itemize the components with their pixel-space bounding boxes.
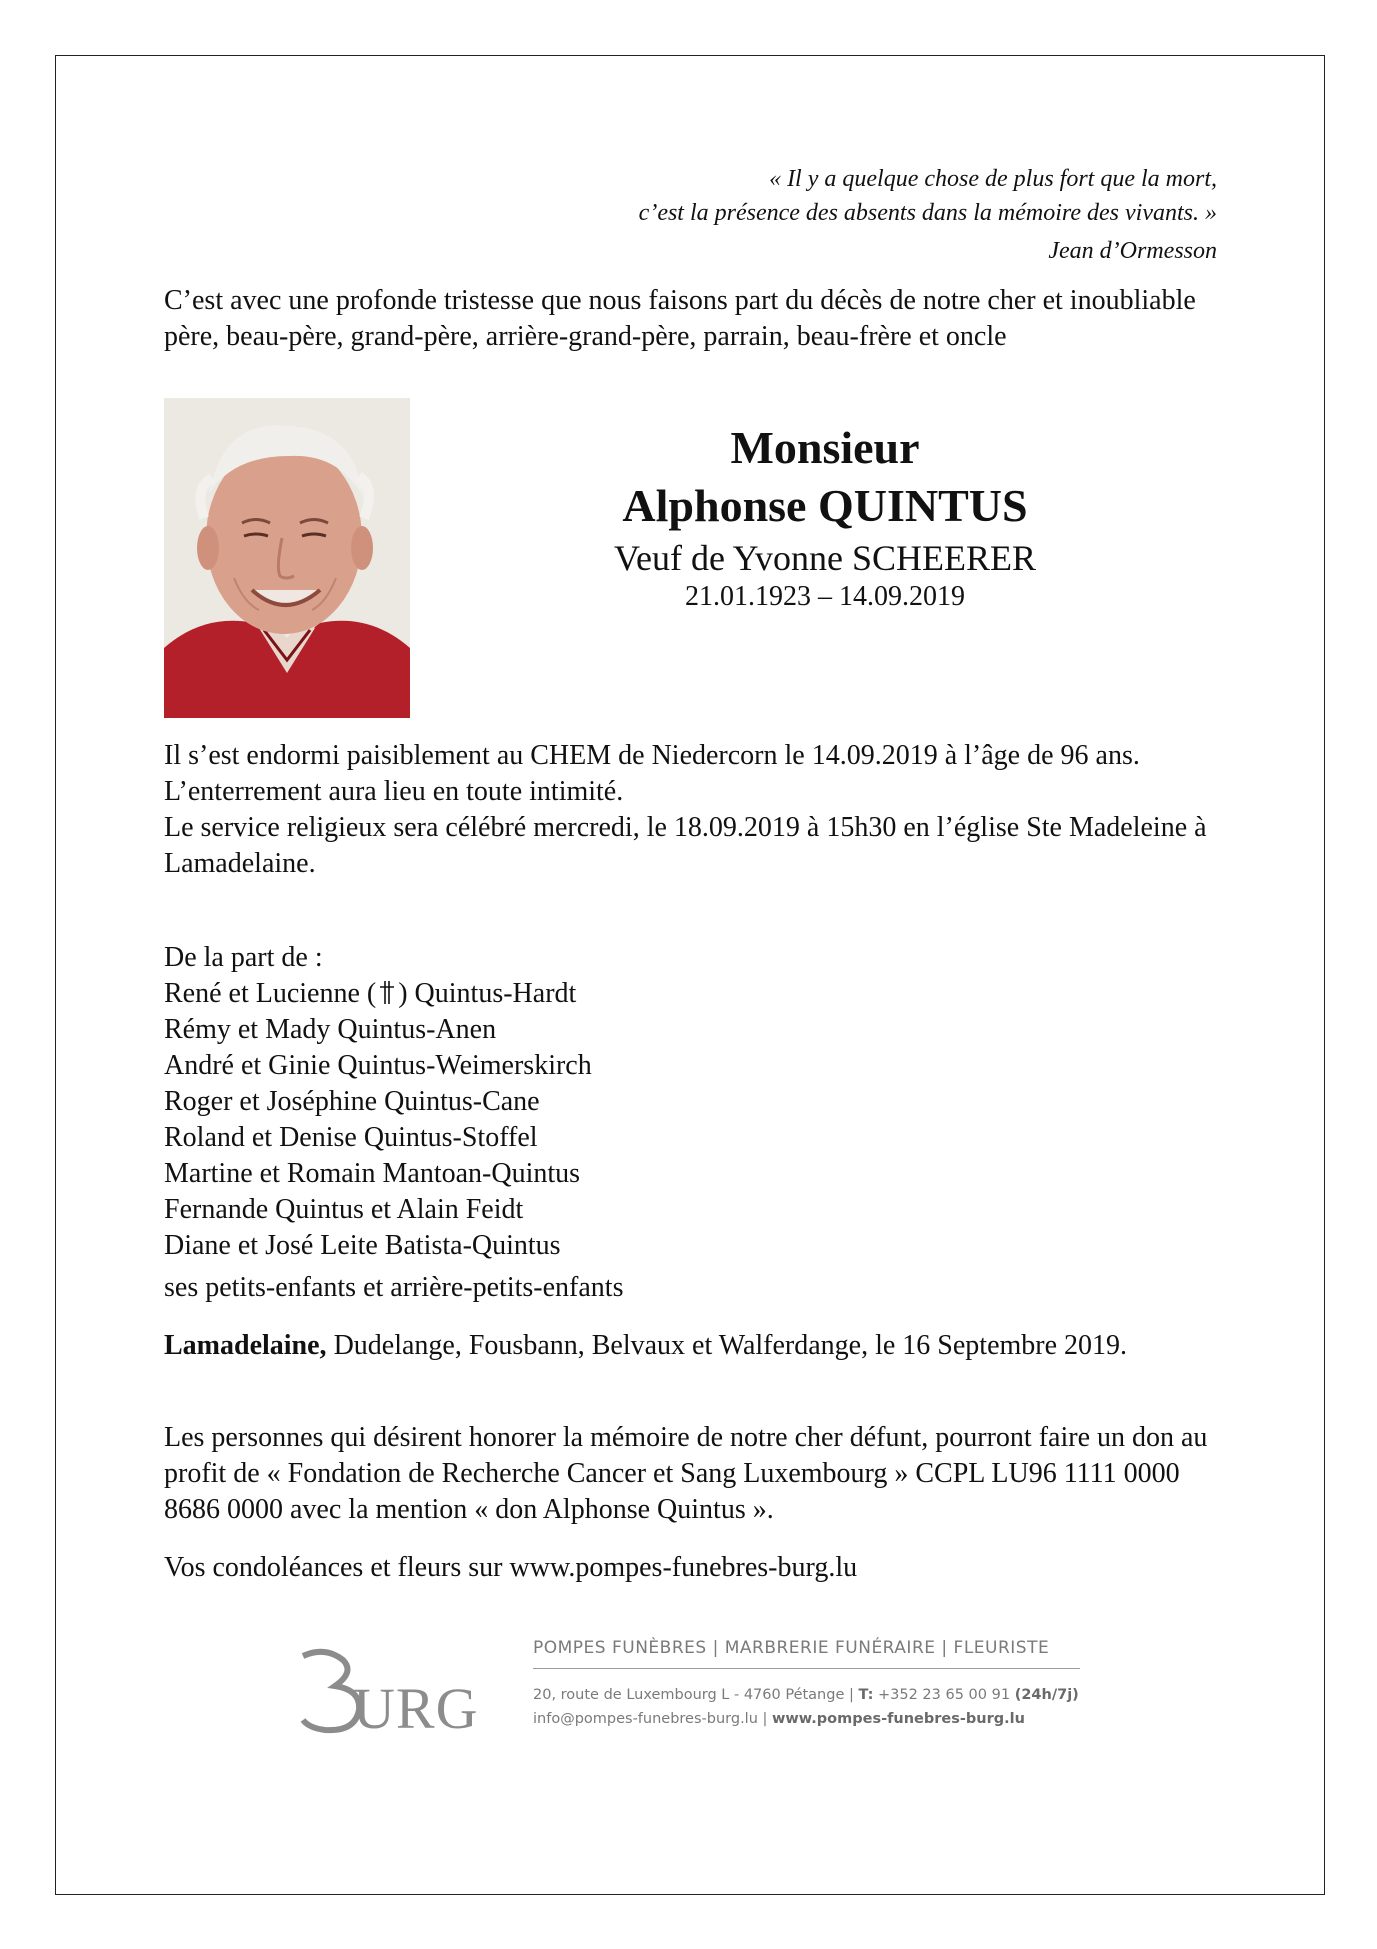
- portrait-illustration: [164, 398, 410, 718]
- deceased-title: Monsieur: [730, 422, 920, 473]
- condolences-line: Vos condoléances et fleurs sur www.pompes-funebres-burg.lu: [164, 1552, 858, 1583]
- quote-line-2: c’est la présence des absents dans la mémoire des vivants. »: [638, 200, 1217, 226]
- place-rest: Dudelange, Fousbann, Belvaux et Walferdange, le 16 Septembre 2019.: [326, 1330, 1128, 1361]
- deceased-portrait-photo: [164, 398, 410, 718]
- quote-author: Jean d’Ormesson: [1048, 238, 1217, 264]
- family-member: Diane et José Leite Batista-Quintus: [164, 1230, 561, 1261]
- family-member-first-before: René et Lucienne (: [164, 978, 377, 1009]
- family-heading: De la part de :: [164, 942, 323, 973]
- web-line: [533, 1707, 1080, 1731]
- family-member-first-after: ) Quintus-Hardt: [398, 978, 577, 1009]
- epigraph-quote: [639, 162, 1217, 268]
- family-member: Roland et Denise Quintus-Stoffel: [164, 1122, 538, 1153]
- funeral-details: [164, 738, 1224, 882]
- contact-block: [533, 1683, 1080, 1731]
- svg-text:URG: URG: [353, 1676, 479, 1738]
- deceased-name-block: [480, 420, 1170, 614]
- widow-of: Veuf de Yvonne SCHEERER: [613, 538, 1036, 578]
- details-line-3: Le service religieux sera célébré mercredi, le 18.09.2019 à 15h30 en l’église Ste Madeleine à Lamadelaine.: [164, 812, 1207, 879]
- grandchildren-line: ses petits-enfants et arrière-petits-enfants: [164, 1272, 624, 1303]
- family-member: Roger et Joséphine Quintus-Cane: [164, 1086, 540, 1117]
- address: 20, route de Luxembourg L - 4760 Pétange |: [533, 1687, 854, 1703]
- family-member: Rémy et Mady Quintus-Anen: [164, 1014, 497, 1045]
- family-member: Martine et Romain Mantoan-Quintus: [164, 1158, 581, 1189]
- life-dates: 21.01.1923 – 14.09.2019: [685, 581, 965, 612]
- website-link[interactable]: www.pompes-funebres-burg.lu: [772, 1711, 1025, 1727]
- phone: +352 23 65 00 91: [873, 1687, 1015, 1703]
- cross-icon: [378, 978, 396, 1006]
- intro-paragraph: C’est avec une profonde tristesse que nous faisons part du décès de notre cher et inoubliable père, beau-père, grand-père, arrière-grand-père, parrain, beau-frère et oncle: [164, 285, 1196, 352]
- phone-hours: (24h/7j): [1014, 1687, 1079, 1703]
- burg-logo: [295, 1638, 485, 1738]
- quote-line-1: « Il y a quelque chose de plus fort que la mort,: [769, 166, 1217, 192]
- burg-logo-mark: [295, 1638, 485, 1738]
- place-and-date: [164, 1328, 1224, 1364]
- donation-paragraph: Les personnes qui désirent honorer la mémoire de notre cher défunt, pourront faire un don au profit de « Fondation de Recherche Cancer et Sang Luxembourg » CCPL LU96 1111 0000 8686 0000 avec la mention « don Alphonse Quintus ».: [164, 1422, 1208, 1525]
- phone-label: T:: [858, 1687, 874, 1703]
- details-line-2: L’enterrement aura lieu en toute intimité.: [164, 776, 624, 807]
- address-line: [533, 1683, 1080, 1707]
- family-list: [164, 940, 1224, 1264]
- services-line: POMPES FUNÈBRES | MARBRERIE FUNÉRAIRE | FLEURISTE: [533, 1638, 1080, 1669]
- funeral-home-info: [533, 1638, 1080, 1731]
- email-link[interactable]: info@pompes-funebres-burg.lu |: [533, 1711, 768, 1727]
- family-member: Fernande Quintus et Alain Feidt: [164, 1194, 524, 1225]
- family-member: André et Ginie Quintus-Weimerskirch: [164, 1050, 592, 1081]
- family-member: [164, 976, 1224, 1012]
- place-bold: Lamadelaine,: [164, 1330, 327, 1361]
- deceased-name: Alphonse QUINTUS: [622, 480, 1028, 531]
- details-line-1: Il s’est endormi paisiblement au CHEM de Niedercorn le 14.09.2019 à l’âge de 96 ans.: [164, 740, 1140, 771]
